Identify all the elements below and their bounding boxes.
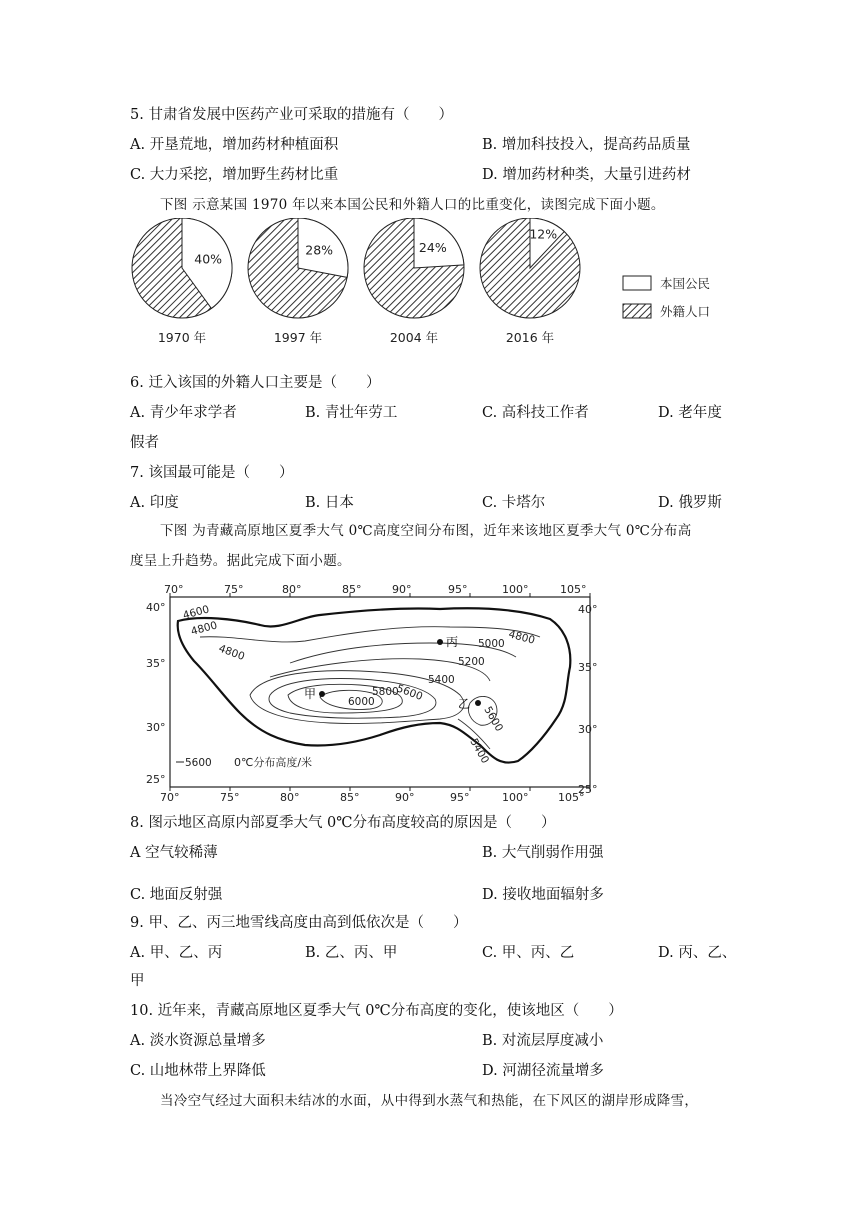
pie-year-label: 2004 年 [389,330,439,345]
lon-top-90: 90° [392,585,412,596]
legend-foreign-label: 外籍人口 [660,304,711,319]
lat-right-40: 40° [578,603,598,616]
map-legend-value: 5600 [185,757,212,769]
lon-top-80: 80° [282,585,302,596]
lat-left-35: 35° [146,657,166,670]
population-pie-figure [130,218,730,368]
lon-bottom-85: 85° [340,791,360,804]
intro-map-line2: 度呈上升趋势。据此完成下面小题。 [130,553,351,569]
q10-option-d: D. 河湖径流量增多 [482,1063,604,1079]
pie-percent-label: 24% [418,239,447,255]
q7-stem: 7. 该国最可能是（ ） [130,465,294,481]
q7-option-a: A. 印度 [130,495,179,511]
contour-label-5000: 5000 [478,638,505,650]
lat-right-35: 35° [578,661,598,674]
intro-pie-charts: 下图 示意某国 1970 年以来本国公民和外籍人口的比重变化，读图完成下面小题。 [160,197,665,213]
q8-option-b: B. 大气削弱作用强 [482,845,604,861]
pie-percent-label: 12% [529,226,558,242]
contour-label-4600: 4600 [181,603,211,622]
lon-top-70: 70° [164,585,184,596]
q5-option-b: B. 增加科技投入，提高药品质量 [482,137,691,153]
legend-foreign-swatch [623,304,651,318]
point-jia-label: 甲 [304,687,317,701]
contour-label-5400: 5400 [428,674,455,686]
q9-option-c: C. 甲、丙、乙 [482,945,575,961]
contour-label-4800-ne: 4800 [507,628,537,647]
pie-percent-label: 28% [305,242,334,258]
lon-top-105: 105° [560,585,587,596]
intro-lake-effect: 当冷空气经过大面积未结冰的水面，从中得到水蒸气和热能，在下风区的湖岸形成降雪， [160,1093,699,1109]
lon-bottom-90: 90° [395,791,415,804]
lat-left-40: 40° [146,601,166,614]
q5-option-a: A. 开垦荒地，增加药材种植面积 [130,137,339,153]
contour-label-5600-e: 5600 [481,704,506,734]
pie-percent-label: 40% [194,251,223,267]
map-legend-text: 0℃分布高度/米 [234,756,313,769]
point-jia [319,691,325,697]
q5-option-d: D. 增加药材种类，大量引进药材 [482,167,691,183]
q8-option-c: C. 地面反射强 [130,887,223,903]
q9-option-b: B. 乙、丙、甲 [305,945,398,961]
contour-label-4800-w: 4800 [216,642,247,663]
q10-option-a: A. 淡水资源总量增多 [130,1033,266,1049]
lon-top-95: 95° [448,585,468,596]
q10-option-c: C. 山地林带上界降低 [130,1063,266,1079]
lat-right-25: 25° [578,783,598,796]
lon-bottom-75: 75° [220,791,240,804]
lat-right-30: 30° [578,723,598,736]
intro-map-line1: 下图 为青藏高原地区夏季大气 0℃高度空间分布图，近年来该地区夏季大气 0℃分布高 [160,523,692,539]
pie-year-label: 1997 年 [273,330,323,345]
q6-option-d-cont: 假者 [130,435,159,451]
contour-label-5800: 5800 [372,686,399,698]
pie-year-label: 1970 年 [157,330,207,345]
lon-top-75: 75° [224,585,244,596]
lon-bottom-100: 100° [502,791,529,804]
q6-option-c: C. 高科技工作者 [482,405,589,421]
q6-option-d: D. 老年度 [658,405,722,421]
q7-option-b: B. 日本 [305,495,354,511]
q6-option-a: A. 青少年求学者 [130,405,237,421]
contour-label-6000: 6000 [348,696,375,708]
lat-left-30: 30° [146,721,166,734]
q8-option-d: D. 接收地面辐射多 [482,887,604,903]
contour-label-4800-nw: 4800 [189,619,219,638]
q6-stem: 6. 迁入该国的外籍人口主要是（ ） [130,375,381,391]
lon-bottom-95: 95° [450,791,470,804]
lon-top-100: 100° [502,585,529,596]
q5-option-c: C. 大力采挖，增加野生药材比重 [130,167,339,183]
point-yi [475,700,481,706]
lon-bottom-105: 105° [558,791,585,804]
plateau-zero-degree-map [140,585,620,805]
point-yi-label: 乙 [458,697,471,711]
contour-label-5600: 5600 [394,682,425,703]
q6-option-b: B. 青壮年劳工 [305,405,398,421]
q10-option-b: B. 对流层厚度减小 [482,1033,604,1049]
q8-stem: 8. 图示地区高原内部夏季大气 0℃分布高度较高的原因是（ ） [130,815,556,831]
q10-stem: 10. 近年来，青藏高原地区夏季大气 0℃分布高度的变化，使该地区（ ） [130,1003,623,1019]
q7-option-c: C. 卡塔尔 [482,495,546,511]
point-bing [437,639,443,645]
lon-bottom-80: 80° [280,791,300,804]
lon-top-85: 85° [342,585,362,596]
contour-label-5200: 5200 [458,656,485,668]
q9-option-d-cont: 甲 [130,973,145,989]
legend-native-swatch [623,276,651,290]
lat-left-25: 25° [146,773,166,786]
lon-bottom-70: 70° [160,791,180,804]
q9-option-d: D. 丙、乙、 [658,945,737,961]
q7-option-d: D. 俄罗斯 [658,495,722,511]
q8-option-a: A 空气较稀薄 [130,845,218,861]
pie-year-label: 2016 年 [505,330,555,345]
point-bing-label: 丙 [446,635,459,649]
q5-stem: 5. 甘肃省发展中医药产业可采取的措施有（ ） [130,107,453,123]
q9-stem: 9. 甲、乙、丙三地雪线高度由高到低依次是（ ） [130,915,468,931]
legend-native-label: 本国公民 [660,276,711,291]
q9-option-a: A. 甲、乙、丙 [130,945,223,961]
contour-label-5400-s: 5400 [467,736,492,766]
